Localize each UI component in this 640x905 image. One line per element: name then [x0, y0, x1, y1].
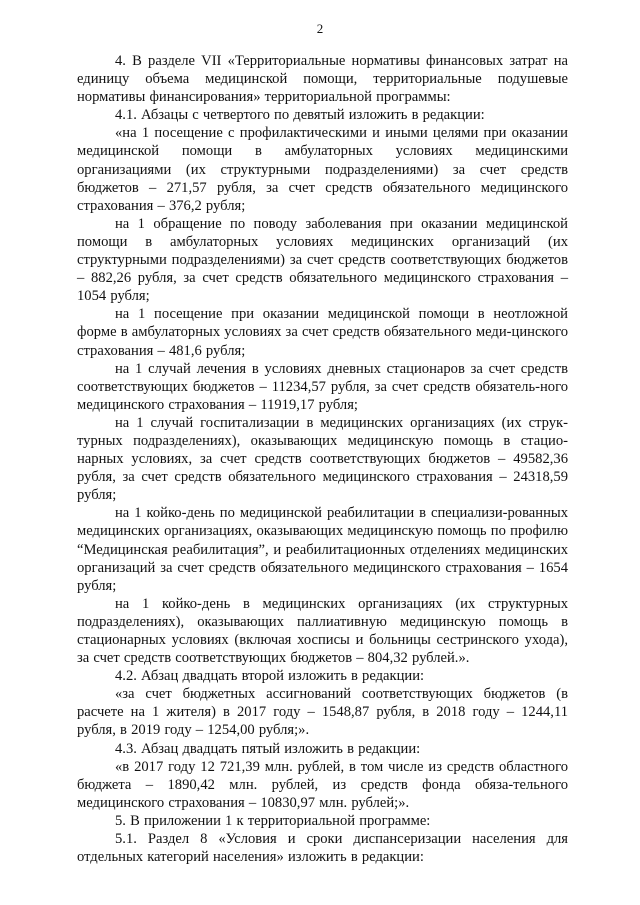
paragraph-visit-prophylactic: «на 1 посещение с профилактическими и иными целями при оказании медицинской помощи в амбулаторных условиях медицинскими организациями (их структурными подразделениями) за счет средств бюджетов – 271,57 рубля, за счет средств обязательного медицинского страхования – 376,2 рубля; [77, 125, 568, 214]
paragraph-day-hospital: на 1 случай лечения в условиях дневных стационаров за счет средств соответствующих бюджетов – 11234,57 рубля, за счет средств обязатель-ного медицинского страхования – 11919,17 рубля; [77, 360, 568, 413]
paragraph-5-1-heading: 5.1. Раздел 8 «Условия и сроки диспансеризации населения для отдельных категорий населения» изложить в редакции: [77, 831, 568, 866]
paragraph-4-1-heading: 4.1. Абзацы с четвертого по девятый изложить в редакции: [115, 107, 485, 124]
paragraph-2017-totals: «в 2017 году 12 721,39 млн. рублей, в том числе из средств областного бюджета – 1890,42 млн. рублей, из средств фонда обяза-тельного медицинского страхования – 10830,97 млн. рублей;». [77, 758, 568, 811]
paragraph-section-5-heading: 5. В приложении 1 к территориальной программе: [115, 812, 431, 829]
paragraph-4-3-heading: 4.3. Абзац двадцать пятый изложить в редакции: [115, 740, 421, 757]
paragraph-visit-urgent: на 1 посещение при оказании медицинской помощи в неотложной форме в амбулаторных условиях за счет средств обязательного меди-цинского страхования – 481,6 рубля; [77, 306, 568, 359]
paragraph-section-4-heading: 4. В разделе VII «Территориальные нормативы финансовых затрат на единицу объема медицинской помощи, территориальные подушевые нормативы финансирования» территориальной программы: [77, 53, 568, 106]
page-number: 2 [316, 21, 324, 36]
paragraph-palliative: на 1 койко-день в медицинских организациях (их структурных подразделениях), оказывающих паллиативную медицинскую помощь в стационарных условиях (включая хосписы и больницы сестринского ухода), за счет средств соответствующих бюджетов – 804,32 рублей.». [77, 595, 568, 667]
paragraph-budget-per-capita: «за счет бюджетных ассигнований соответствующих бюджетов (в расчете на 1 жителя) в 2017 году – 1548,87 рубля, в 2018 году – 1244,11 рубля, в 2019 году – 1254,00 рубля;». [77, 686, 568, 739]
document-body [77, 52, 568, 866]
paragraph-hospitalization: на 1 случай госпитализации в медицинских организациях (их струк-турных подразделениях), оказывающих медицинскую помощь в стацио-нарных условиях, за счет средств соответствующих бюджетов – 49582,36 рубля, за счет средств обязательного медицинского страхования – 24318,59 рубля; [77, 414, 568, 504]
paragraph-appeal-disease: на 1 обращение по поводу заболевания при оказании медицинской помощи в амбулаторных условиях медицинских организаций (их структурными подразделениями) за счет средств соответствующих бюджетов – 882,26 рубля, за счет средств обязательного медицинского страхования – 1054 рубля; [77, 215, 568, 305]
paragraph-4-2-heading: 4.2. Абзац двадцать второй изложить в редакции: [115, 668, 425, 685]
paragraph-rehabilitation: на 1 койко-день по медицинской реабилитации в специализи-рованных медицинских организациях, оказывающих медицинскую помощь по профилю “Медицинская реабилитация”, и реабилитационных отделениях медицинских организаций за счет средств обязательного медицинского страхования – 1654 рубля; [77, 505, 568, 594]
